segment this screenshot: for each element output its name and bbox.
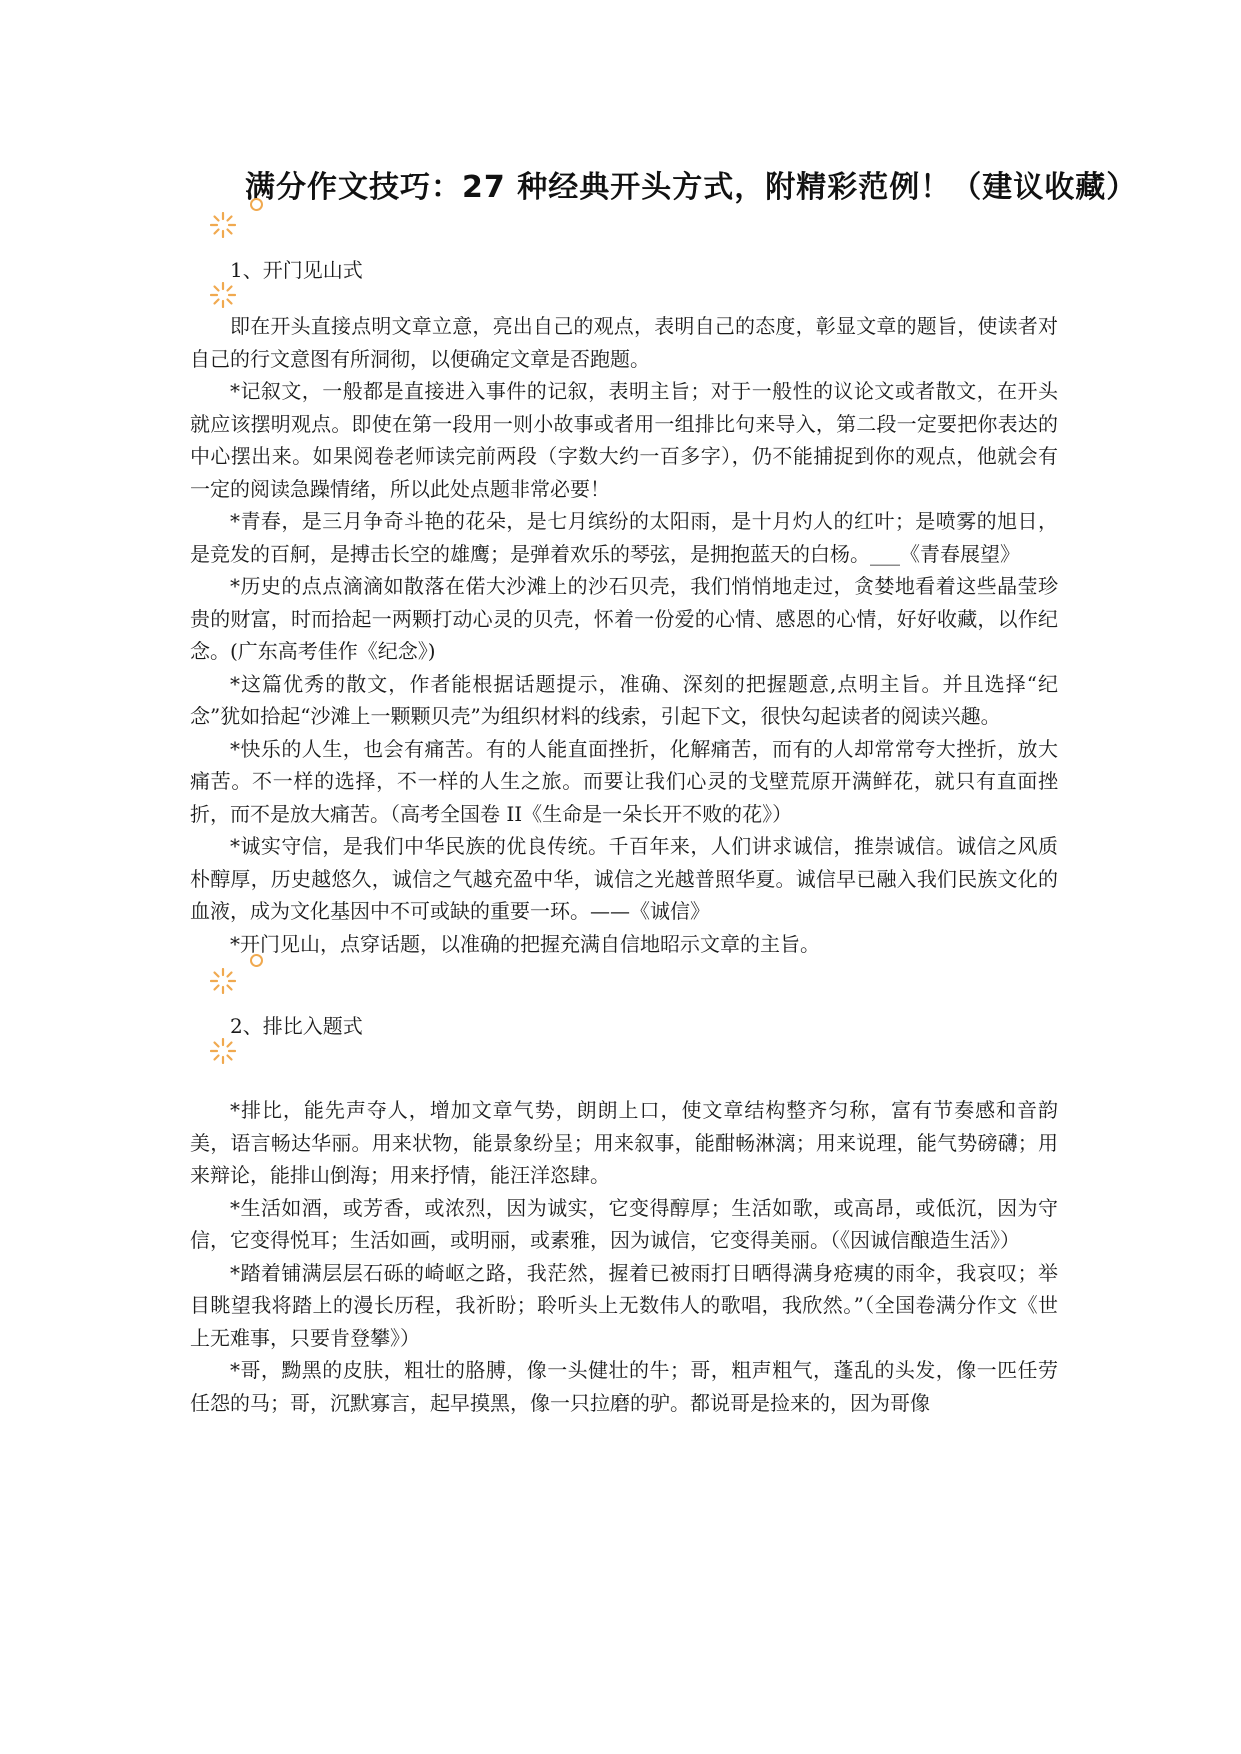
sparkle-icon	[210, 968, 236, 994]
sparkle-icon	[210, 212, 236, 238]
section-2-body	[190, 1094, 1058, 1419]
ring-icon	[250, 198, 263, 211]
paragraph: *排比，能先声夺人，增加文章气势，朗朗上口，使文章结构整齐匀称，富有节奏感和音韵美，语言畅达华丽。用来状物，能景象纷呈；用来叙事，能酣畅淋漓；用来说理，能气势磅礴；用来辩论，能排山倒海；用来抒情，能汪洋恣肆。	[190, 1098, 1058, 1187]
paragraph: *开门见山，点穿话题，以准确的把握充满自信地昭示文章的主旨。	[230, 931, 820, 956]
sparkle-icon	[210, 282, 236, 308]
decoration-top-2	[210, 954, 250, 998]
ring-icon	[250, 954, 263, 967]
paragraph: *青春，是三月争奇斗艳的花朵，是七月缤纷的太阳雨，是十月灼人的红叶；是喷雾的旭日，是竞发的百舸，是搏击长空的雄鹰；是弹着欢乐的琴弦，是拥抱蓝天的白杨。___《青春展望》	[190, 509, 1058, 566]
paragraph: *这篇优秀的散文，作者能根据话题提示，准确、深刻的把握题意,点明主旨。并且选择“纪念”犹如拾起“沙滩上一颗颗贝壳”为组织材料的线索，引起下文，很快勾起读者的阅读兴趣。	[190, 671, 1058, 728]
paragraph: *诚实守信，是我们中华民族的优良传统。千百年来，人们讲求诚信，推崇诚信。诚信之风质朴醇厚，历史越悠久，诚信之气越充盈中华，诚信之光越普照华夏。诚信早已融入我们民族文化的血液，成为文化基因中不可或缺的重要一环。——《诚信》	[190, 834, 1058, 923]
decoration-under-heading-2	[210, 1038, 250, 1082]
paragraph: *生活如酒，或芳香，或浓烈，因为诚实，它变得醇厚；生活如歌，或高昂，或低沉，因为守信，它变得悦耳；生活如画，或明丽，或素雅，因为诚信，它变得美丽。（《因诚信酿造生活》）	[190, 1195, 1058, 1252]
section-1-body	[190, 310, 1058, 960]
paragraph: *记叙文，一般都是直接进入事件的记叙，表明主旨；对于一般性的议论文或者散文，在开头就应该摆明观点。即使在第一段用一则小故事或者用一组排比句来导入，第二段一定要把你表达的中心摆出来。如果阅卷老师读完前两段（字数大约一百多字），仍不能捕捉到你的观点，他就会有一定的阅读急躁情绪，所以此处点题非常必要！	[190, 379, 1058, 501]
paragraph: *快乐的人生，也会有痛苦。有的人能直面挫折，化解痛苦，而有的人却常常夸大挫折，放大痛苦。不一样的选择，不一样的人生之旅。而要让我们心灵的戈壁荒原开满鲜花，就只有直面挫折，而不是放大痛苦。（高考全国卷 II《生命是一朵长开不败的花》）	[190, 736, 1058, 826]
sparkle-icon	[210, 1038, 236, 1064]
section-2-heading: 2、排比入题式	[230, 1014, 363, 1038]
page-title: 满分作文技巧：27 种经典开头方式，附精彩范例！（建议收藏）	[245, 170, 1138, 205]
paragraph: *哥，黝黑的皮肤，粗壮的胳膊，像一头健壮的牛；哥，粗声粗气，蓬乱的头发，像一匹任劳任怨的马；哥，沉默寡言，起早摸黑，像一只拉磨的驴。都说哥是捡来的，因为哥像	[190, 1358, 1058, 1415]
paragraph: 即在开头直接点明文章立意，亮出自己的观点，表明自己的态度，彰显文章的题旨，使读者对自己的行文意图有所洞彻，以便确定文章是否跑题。	[190, 314, 1058, 371]
decoration-top-1	[210, 198, 250, 242]
section-1-heading: 1、开门见山式	[230, 258, 363, 282]
paragraph: *历史的点点滴滴如散落在偌大沙滩上的沙石贝壳，我们悄悄地走过，贪婪地看着这些晶莹珍贵的财富，时而拾起一两颗打动心灵的贝壳，怀着一份爱的心情、感恩的心情，好好收藏，以作纪念。(广东高考佳作《纪念》)	[190, 574, 1058, 663]
paragraph: *踏着铺满层层石砾的崎岖之路，我茫然，握着已被雨打日晒得满身疮痍的雨伞，我哀叹；举目眺望我将踏上的漫长历程，我祈盼；聆听头上无数伟人的歌唱，我欣然。”（全国卷满分作文《世上无难事，只要肯登攀》）	[190, 1260, 1058, 1350]
